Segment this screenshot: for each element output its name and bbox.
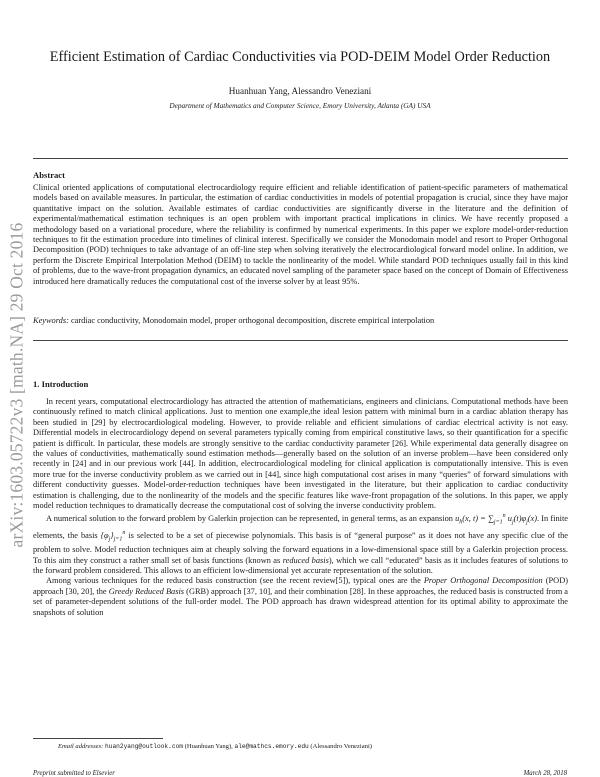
preprint-date: March 28, 2018: [523, 770, 567, 777]
paper-affiliation: Department of Mathematics and Computer Science, Emory University, Atlanta (GA) USA: [169, 101, 431, 110]
abstract-bottom-rule: [33, 340, 568, 341]
section-heading-introduction: 1. Introduction: [33, 379, 89, 389]
email-owner-2: (Alessandro Veneziani): [310, 743, 372, 750]
introduction-body: [33, 397, 568, 618]
abstract-text: Clinical oriented applications of computational electrocardiology require efficient and reliable identification of patient-specific parameters of mathematical models based on available measures. In particular, the estimation of cardiac conductivities in models of potential propagation is crucial, since they have major quantitative impact on the solution. Available estimates of cardiac conductivities are significantly diverse in the literature and the definition of experimental/mathematical estimation techniques is an open problem with important practical implications in clinics. We have recently proposed a methodology based on a variational procedure, where the reliability is confirmed by numerical experiments. In this paper we explore model-order-reduction techniques to fit the estimation procedure into timelines of clinical interest. Specifically we consider the Monodomain model and resort to Proper Orthogonal Decomposition (POD) techniques to take advantage of an off-line step when solving iteratively the electrocardiological forward model online. In addition, we perform the Discrete Empirical Interpolation Method (DEIM) to tackle the nonlinearity of the model. While standard POD techniques usually fail in this kind of problems, due to the wave-front propagation dynamics, an educated novel sampling of the parameter space based on the concept of Domain of Effectiveness introduced here dramatically reduces the computational cost of the inverse solver by at least 95%.: [33, 183, 568, 286]
intro-paragraph-2: [33, 511, 568, 576]
intro-paragraph-1: In recent years, computational electrocardiology has attracted the attention of mathematicians, engineers and clinicians. Computational methods have been continuously refined to match clinical applications. Just to mention one example,the ideal lesion pattern with minimal burn in a cardiac ablation therapy has been studied in [29] by electrocardiological modeling. However, to provide reliable and efficient simulations of cardiac electrical activity is not easy. Differential models in electrocardiology depend on several parameters typically coming from empirical constitutive laws, so their quantification for a specific patient is difficult. In particular, these models are strongly sensitive to the cardiac conductivity parameter [26]. While experimental data generally disagree on the values of conductivities, mathematically sound estimation methods—generally based on the solution of an inverse problem—have been considered only recently in [24] and in our previous work [44]. In addition, electrocardiological modeling for clinical application is computationally intensive. This is even more true for the inverse conductivity problem as we carried out in [44], since high computational cost arises in many “queries” of forward simulations with different conductivity guesses. Model-order-reduction techniques have been investigated in the literature, but their application to cardiac conductivity estimation is challenging, due to the nonlinearity of the models and the specific features like wave-front propagation of the solutions. In this paper, we apply model reduction techniques to dramatically decrease the computational cost of solving the inverse conductivity problem.: [33, 397, 568, 511]
intro-p3-text-a: Among various techniques for the reduced basis construction (see the recent review[5]), typical ones are the: [46, 576, 421, 586]
preprint-note: Preprint submitted to Elsevier: [33, 770, 115, 777]
keywords-line: [33, 316, 434, 325]
keywords-label: Keywords:: [33, 316, 69, 325]
footnote-label: Email addresses:: [58, 743, 104, 750]
intro-p2-text-c: is selected to be a set of piecewise polynomials. This basis is of “general purpose” as it does not have any specific clue of the problem to solve. Model reduction techniques aim at cheaply solving the forward equations in a low-dimensional space still by a Galerkin projection process. To this aim they construct a rather small set of basis functions (known as: [33, 531, 569, 565]
expansion-formula: $u_h(x$, $t) = \sum_{j=1}^n$ $u_j(t)\varphi_j(x)$: [455, 513, 538, 526]
email-link-1[interactable]: huan2yang@outlook.com: [105, 743, 183, 750]
paper-title: Efficient Estimation of Cardiac Conductivities via POD-DEIM Model Order Reduction: [49, 49, 551, 65]
footnote-rule: [33, 738, 163, 739]
abstract-top-rule: [33, 158, 568, 159]
intro-p2-text-b: . In finite elements, the basis: [33, 514, 568, 541]
grb-term: Greedy Reduced Basis: [108, 586, 185, 596]
arxiv-identifier: arXiv:1603.05722v3 [math.NA] 29 Oct 2016: [6, 222, 27, 548]
intro-p2-text-d: ), which we call “educated” basis as it includes features of solutions to the forward problem considered. This allows to an efficient low-dimensional yet accurate representation of the solution.: [33, 555, 568, 575]
abstract-heading: Abstract: [33, 170, 65, 180]
intro-p3-text-b: (POD) approach [30, 20], the: [33, 576, 568, 596]
reduced-basis-term: reduced basis: [282, 555, 329, 565]
abstract-body: [33, 183, 568, 287]
footnote-emails: [58, 743, 372, 750]
basis-formula: $\{\varphi_j\}_{j=1}^n$: [100, 530, 126, 543]
paper-authors: Huanhuan Yang, Alessandro Veneziani: [228, 86, 372, 96]
intro-paragraph-3: [33, 576, 568, 618]
email-owner-1: (Huanhuan Yang),: [184, 743, 233, 750]
arxiv-sidebar-stamp: [4, 190, 30, 580]
email-link-2[interactable]: ale@mathcs.emory.edu: [234, 743, 309, 750]
pod-term: Proper Orthogonal Decomposition: [423, 576, 543, 586]
keywords-text: cardiac conductivity, Monodomain model, proper orthogonal decomposition, discrete empirical interpolation: [70, 316, 435, 325]
intro-p2-text-a: A numerical solution to the forward problem by Galerkin projection can be represented, in general terms, as an expansion: [46, 514, 453, 524]
intro-p3-text-c: (GRB) approach [37, 10], and their combination [28]. In these approaches, the reduced basis is constructed from a set of parameter-dependent solutions of the full-order model. The POD approach has drawn widespread attention for its optimal ability to approximate the snapshots of solution: [33, 586, 569, 617]
